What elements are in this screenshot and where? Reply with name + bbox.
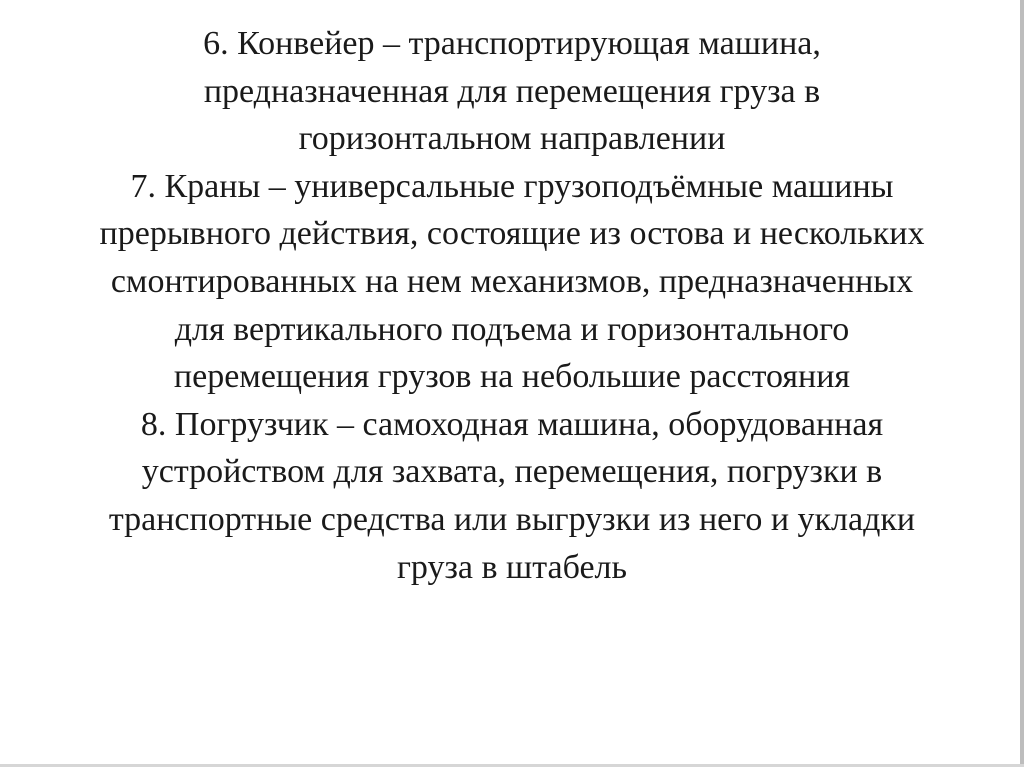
definition-6-line-3: горизонтальном направлении xyxy=(298,120,726,158)
definition-8-line-2: устройством для захвата, перемещения, погрузки в xyxy=(141,453,883,491)
definition-8-line-1: 8. Погрузчик – самоходная машина, оборудованная xyxy=(140,405,884,443)
definition-7-line-4: для вертикального подъема и горизонтального xyxy=(174,310,850,348)
definition-8-line-4: груза в штабель xyxy=(396,548,628,586)
definition-7-line-5: перемещения грузов на небольшие расстояния xyxy=(173,358,851,396)
definition-6-line-2: предназначенная для перемещения груза в xyxy=(203,72,821,110)
definition-7-line-2: прерывного действия, состоящие из остова и нескольких xyxy=(99,215,925,253)
definition-7-line-3: смонтированных на нем механизмов, предназначенных xyxy=(110,262,914,300)
definition-6-line-1: 6. Конвейер – транспортирующая машина, xyxy=(203,25,821,62)
definition-7-line-1: 7. Краны – универсальные грузоподъёмные машины xyxy=(130,167,894,205)
slide-frame-right-edge xyxy=(1020,0,1024,767)
definition-8-line-3: транспортные средства или выгрузки из него и укладки xyxy=(108,500,916,538)
slide-body-text xyxy=(20,20,1004,591)
